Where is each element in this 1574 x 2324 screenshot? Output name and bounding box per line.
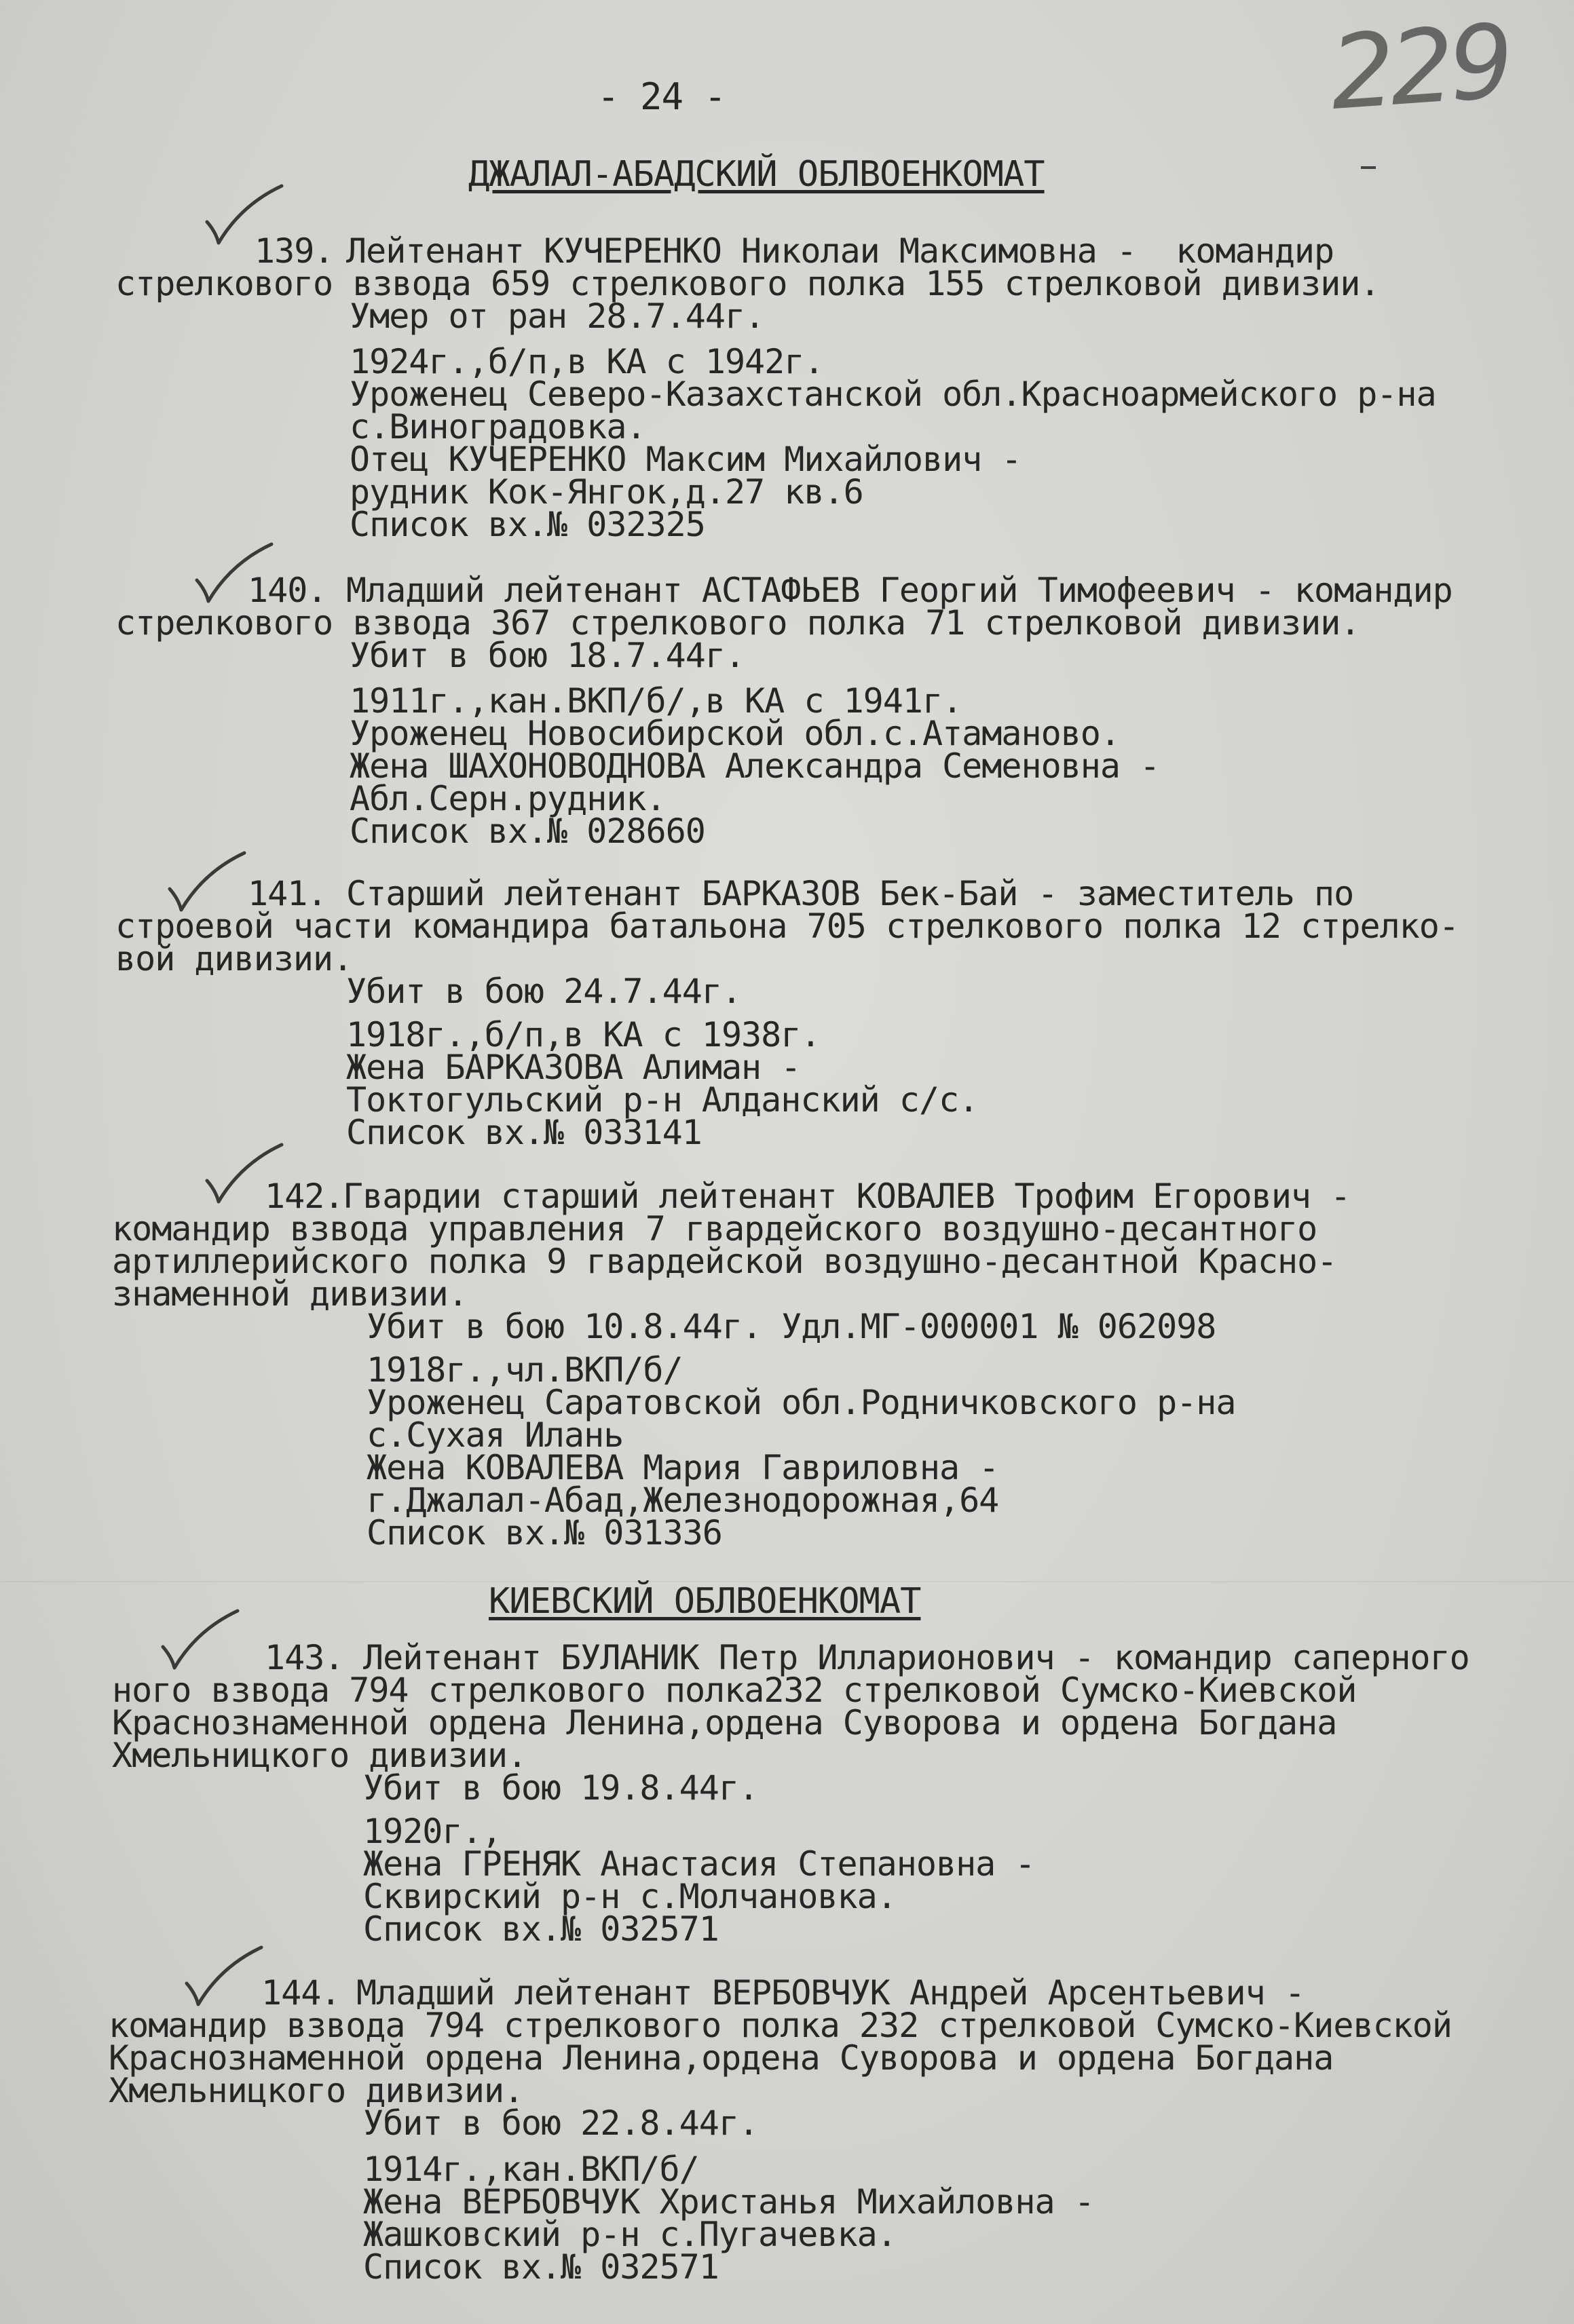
entry-line: артиллерийского полка 9 гвардейской воздушно-десантной Красно- xyxy=(112,1242,1337,1281)
entry-line: Лейтенант БУЛАНИК Петр Илларионович - командир саперного xyxy=(363,1638,1469,1677)
entry-line: Отец КУЧЕРЕНКО Максим Михайлович - xyxy=(350,440,1022,479)
entry-line: Список вх.№ 033141 xyxy=(346,1113,702,1152)
entry-line: 1918г.,б/п,в КА с 1938г. xyxy=(346,1015,821,1054)
entry-line: стрелкового взвода 659 стрелкового полка 155 стрелковой дивизии. xyxy=(115,264,1380,303)
entry-line: Список вх.№ 031336 xyxy=(367,1513,722,1552)
entry-number: 142. xyxy=(265,1177,344,1216)
section-title: КИЕВСКИЙ ОБЛВОЕНКОМАТ xyxy=(489,1581,921,1622)
entry-line: Краснознаменной ордена Ленина,ордена Суворова и ордена Богдана xyxy=(109,2038,1334,2078)
entry-line: Младший лейтенант АСТАФЬЕВ Георгий Тимофеевич - командир xyxy=(346,571,1453,610)
entry-line: г.Джалал-Абад,Железнодорожная,64 xyxy=(367,1481,999,1520)
entry-line: Краснознаменной ордена Ленина,ордена Суворова и ордена Богдана xyxy=(112,1703,1337,1742)
entry-number: 141. xyxy=(248,874,327,913)
entry-line: 1911г.,кан.ВКП/б/,в КА с 1941г. xyxy=(350,681,962,721)
entry-line: с.Виноградовка. xyxy=(350,407,646,446)
checkmark-icon xyxy=(166,852,248,913)
entry-number: 143. xyxy=(265,1638,344,1677)
entry-line: с.Сухая Илань xyxy=(367,1415,624,1455)
entry-line: Жена БАРКАЗОВА Алиман - xyxy=(346,1048,801,1087)
entry-line: Уроженец Саратовской обл.Родничковского р-на xyxy=(367,1383,1236,1422)
entry-number: 144. xyxy=(261,1973,341,2013)
entry-line: Список вх.№ 032571 xyxy=(363,1909,719,1949)
entry-line: Абл.Серн.рудник. xyxy=(350,779,666,818)
entry-line: Умер от ран 28.7.44г. xyxy=(350,297,765,336)
entry-line: Список вх.№ 032571 xyxy=(363,2247,719,2287)
entry-line: 1914г.,кан.ВКП/б/ xyxy=(363,2150,699,2189)
entry-line: Убит в бою 22.8.44г. xyxy=(363,2103,759,2143)
entry-line: строевой части командира батальона 705 стрелкового полка 12 стрелко- xyxy=(115,907,1459,946)
entry-line: Убит в бою 10.8.44г. Удл.МГ-000001 № 062098 xyxy=(367,1307,1216,1346)
entry-line: Уроженец Северо-Казахстанской обл.Красноармейского р-на xyxy=(350,375,1436,414)
entry-line: Убит в бою 24.7.44г. xyxy=(346,972,742,1011)
section-title: ДЖАЛАЛ-АБАДСКИЙ ОБЛВОЕНКОМАТ xyxy=(468,154,1045,195)
entry-line: Список вх.№ 028660 xyxy=(350,812,705,851)
entry-line: Убит в бою 18.7.44г. xyxy=(350,636,745,675)
paper-fold xyxy=(0,1581,1574,1582)
checkmark-icon xyxy=(183,1946,265,2007)
entry-line: Жена ВЕРБОВЧУК Христанья Михайловна - xyxy=(363,2182,1094,2222)
entry-line: ного взвода 794 стрелкового полка232 стрелковой Сумско-Киевской xyxy=(112,1671,1357,1710)
entry-line: командир взвода 794 стрелкового полка 232 стрелковой Сумско-Киевской xyxy=(109,2006,1452,2045)
entry-line: Лейтенант КУЧЕРЕНКО Николаи Максимовна - командир xyxy=(346,231,1334,271)
entry-line: стрелкового взвода 367 стрелкового полка 71 стрелковой дивизии. xyxy=(115,603,1360,643)
entry-line: Токтогульский р-н Алданский с/с. xyxy=(346,1080,979,1120)
entry-number: 139. xyxy=(255,231,334,271)
entry-line: Старший лейтенант БАРКАЗОВ Бек-Бай - заместитель по xyxy=(346,874,1354,913)
entry-line: 1920г., xyxy=(363,1812,502,1851)
entry-line: Гвардии старший лейтенант КОВАЛЕВ Трофим Егорович - xyxy=(343,1177,1351,1216)
entry-line: Жена ШАХОНОВОДНОВА Александра Семеновна - xyxy=(350,746,1160,786)
page-number: - 24 - xyxy=(597,75,726,118)
entry-line: 1918г.,чл.ВКП/б/ xyxy=(367,1350,683,1390)
entry-number: 140. xyxy=(248,571,327,610)
archive-number-handwritten: 229 xyxy=(1326,3,1513,133)
entry-line: 1924г.,б/п,в КА с 1942г. xyxy=(350,342,824,381)
entry-line: Жашковский р-н с.Пугачевка. xyxy=(363,2215,897,2254)
entry-line: Хмельницкого дивизии. xyxy=(109,2071,524,2110)
entry-line: Уроженец Новосибирской обл.с.Атаманово. xyxy=(350,714,1120,753)
entry-line: Жена ГРЕНЯК Анастасия Степановна - xyxy=(363,1844,1035,1884)
checkmark-icon xyxy=(160,1609,241,1671)
entry-line: Жена КОВАЛЕВА Мария Гавриловна - xyxy=(367,1448,999,1487)
entry-line: Сквирский р-н с.Молчановка. xyxy=(363,1877,897,1916)
entry-line: Список вх.№ 032325 xyxy=(350,505,705,544)
entry-line: командир взвода управления 7 гвардейского воздушно-десантного xyxy=(112,1209,1317,1249)
entry-line: знаменной дивизии. xyxy=(112,1274,468,1314)
entry-line: рудник Кок-Янгок,д.27 кв.6 xyxy=(350,472,863,512)
entry-line: вой дивизии. xyxy=(115,939,353,978)
entry-line: Хмельницкого дивизии. xyxy=(112,1736,527,1775)
entry-line: Убит в бою 19.8.44г. xyxy=(363,1768,759,1808)
entry-line: Младший лейтенант ВЕРБОВЧУК Андрей Арсентьевич - xyxy=(356,1973,1305,2013)
dash-mark xyxy=(1361,166,1376,169)
